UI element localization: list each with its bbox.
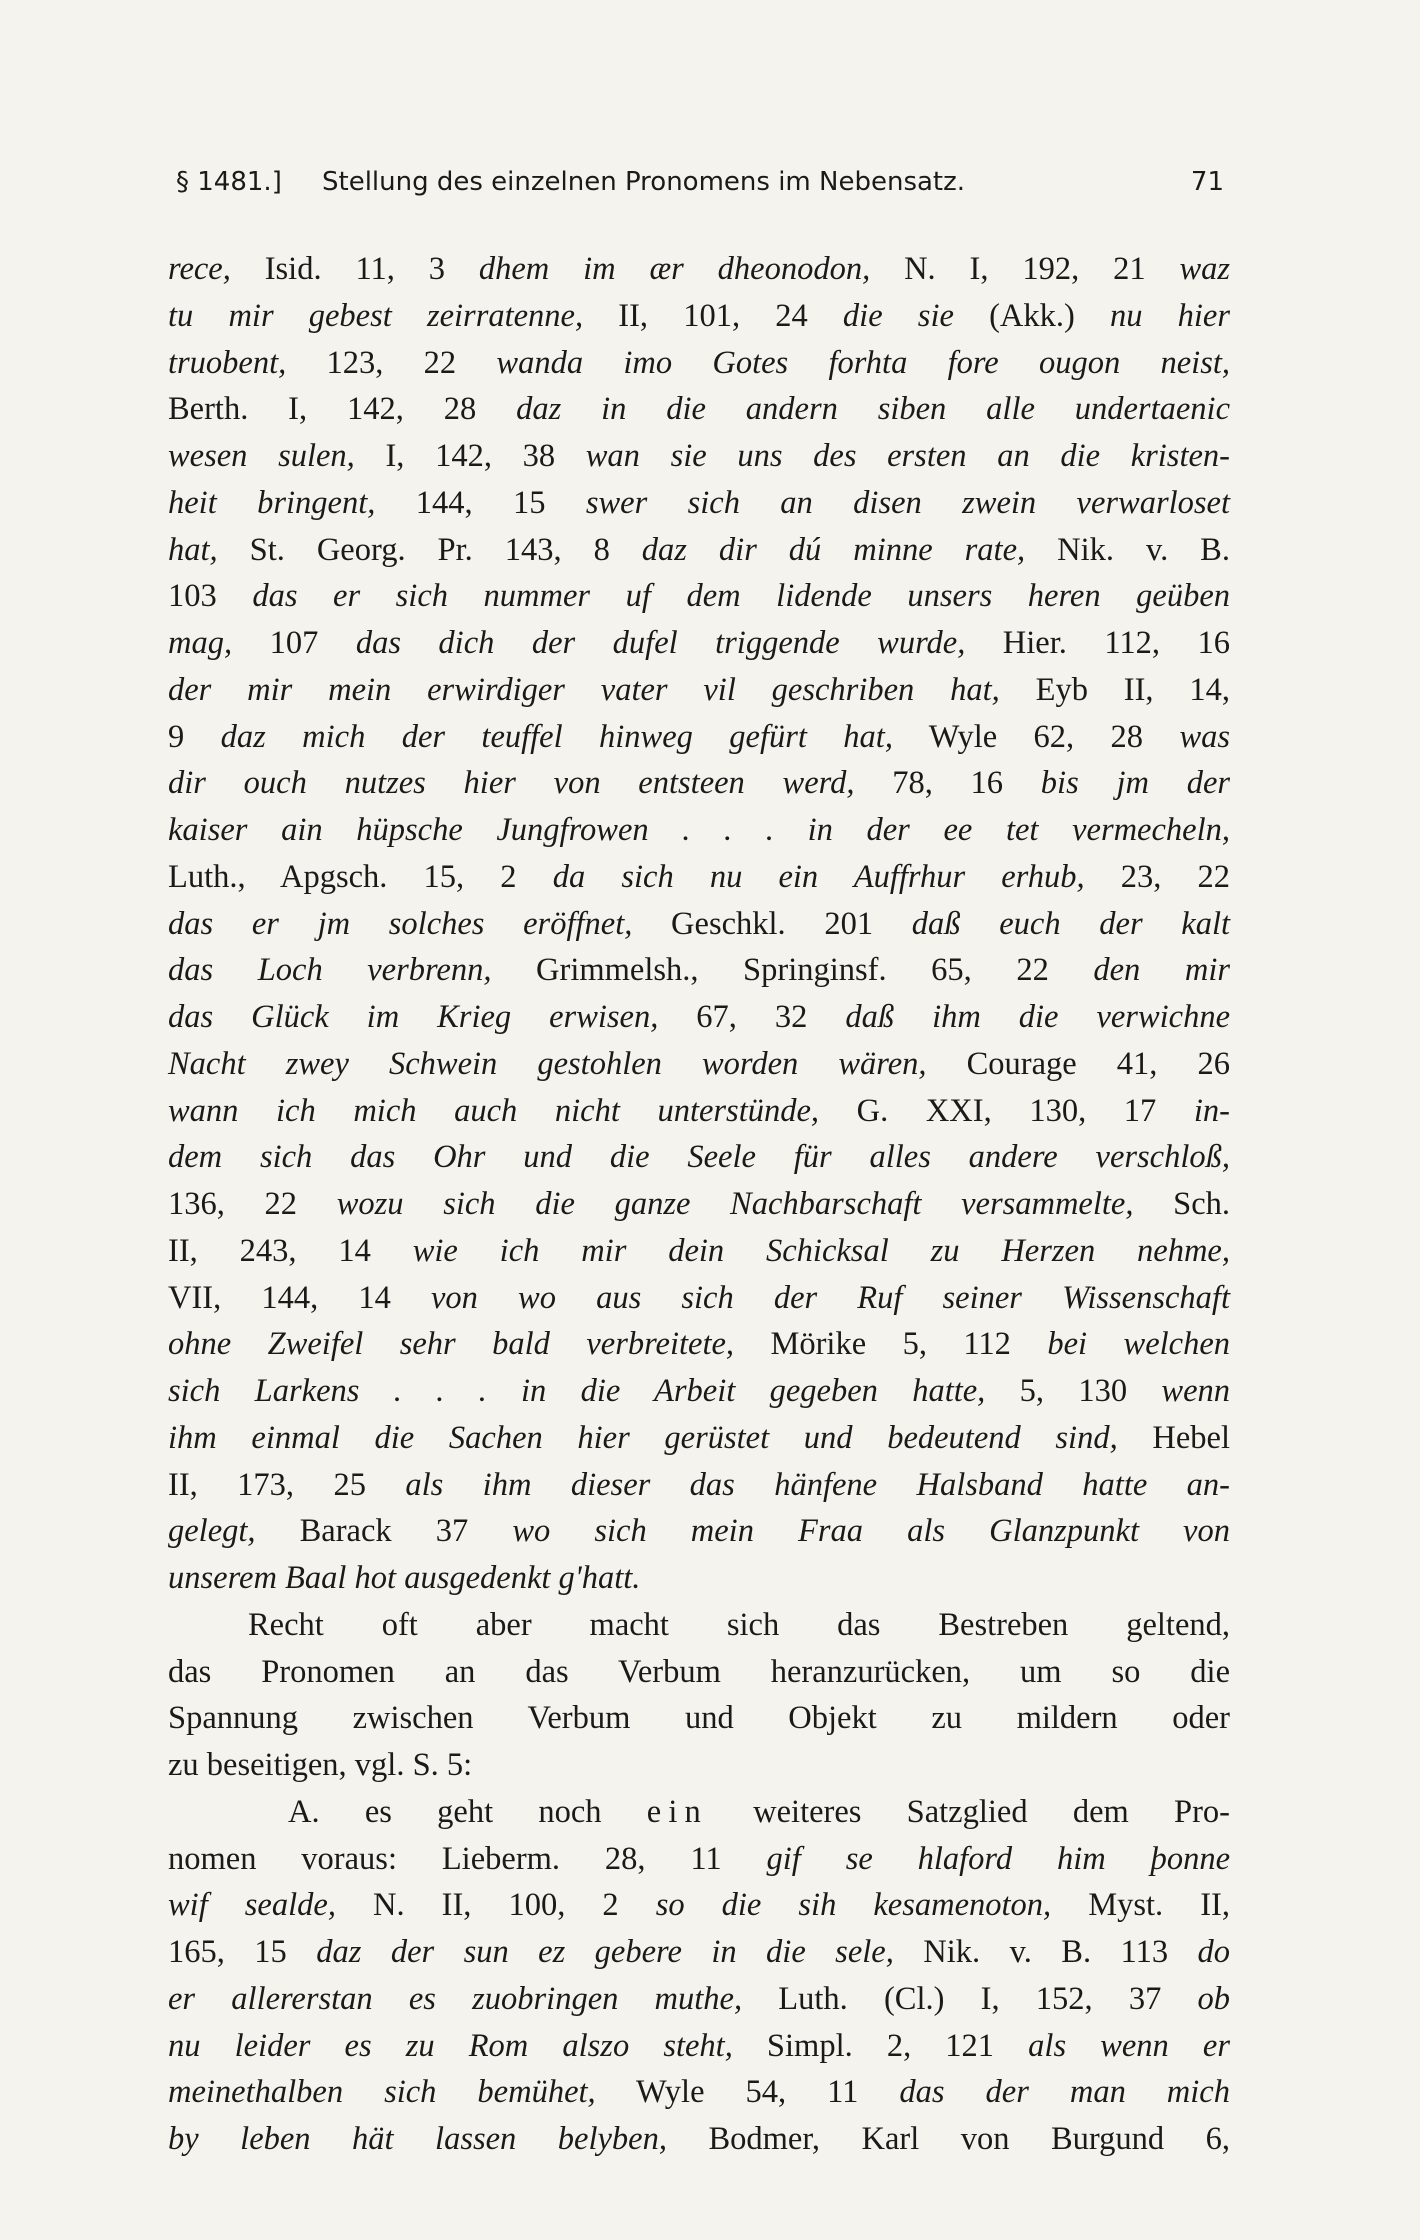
italic-citation: wie ich mir dein Schicksal zu Herzen nehme,: [412, 1232, 1230, 1269]
text-run: Nik. v. B.: [1025, 531, 1230, 568]
text-run: 144, 15: [375, 484, 586, 521]
text-line: [168, 1181, 1230, 1228]
text-run: das Pronomen an das Verbum heranzurücken, um so die: [168, 1653, 1230, 1690]
text-run: II, 101, 24: [583, 297, 843, 334]
italic-citation: heit bringent,: [168, 484, 376, 521]
italic-citation: da sich nu ein Auffrhur erhub,: [552, 858, 1085, 895]
text-line: [168, 2023, 1230, 2070]
italic-citation: bei welchen: [1047, 1326, 1230, 1363]
text-line: [168, 1508, 1230, 1555]
text-run: Grimmelsh., Springinsf. 65, 22: [491, 952, 1094, 989]
text-line: [168, 573, 1230, 620]
italic-citation: rece,: [168, 251, 231, 287]
italic-citation: der mir mein erwirdiger vater vil geschriben hat,: [168, 671, 1000, 708]
text-run: Simpl. 2, 121: [732, 2027, 1029, 2064]
text-line: [168, 1041, 1230, 1088]
text-run: Luth. (Cl.) I, 152, 37: [742, 1980, 1198, 2017]
section-number: § 1481.]: [176, 167, 282, 197]
text-run: Spannung zwischen Verbum und Objekt zu mildern oder: [168, 1700, 1230, 1737]
text-run: Courage 41, 26: [926, 1045, 1230, 1082]
italic-citation: das Loch verbrenn,: [168, 952, 492, 989]
text-run: G. XXI, 130, 17: [819, 1092, 1194, 1129]
italic-citation: by leben hät lassen belyben,: [168, 2121, 667, 2157]
italic-citation: dir ouch nutzes hier von entsteen werd,: [168, 765, 855, 802]
italic-citation: wif sealde,: [168, 1887, 336, 1924]
italic-citation: swer sich an disen zwein verwarloset: [585, 484, 1230, 521]
text-run: Bodmer, Karl von Burgund 6,: [666, 2121, 1230, 2157]
italic-citation: wozu sich die ganze Nachbarschaft versammelte,: [336, 1186, 1134, 1222]
text-line: [168, 620, 1230, 667]
italic-citation: als wenn er: [1028, 2027, 1230, 2064]
text-line: [168, 1275, 1230, 1322]
text-run: A. es geht noch: [288, 1793, 647, 1830]
italic-citation: waz: [1179, 251, 1231, 287]
italic-citation: unserem Baal hot ausgedenkt g'hatt.: [168, 1560, 641, 1596]
text-run: 9: [168, 718, 221, 755]
text-line: [168, 1555, 1230, 1602]
italic-citation: truobent,: [168, 344, 287, 381]
text-run: 165, 15: [168, 1934, 317, 1970]
text-run: 23, 22: [1084, 858, 1231, 895]
text-line: [168, 1321, 1230, 1368]
italic-citation: als ihm dieser das hänfene Halsband hatte an-: [405, 1466, 1230, 1503]
italic-citation: daz der sun ez gebere in die sele,: [316, 1934, 894, 1970]
text-run: 123, 22: [286, 344, 497, 381]
italic-citation: das Glück im Krieg erwisen,: [168, 999, 659, 1035]
text-run: nomen voraus: Lieberm. 28, 11: [168, 1840, 767, 1877]
text-line: [168, 527, 1230, 574]
text-line: [168, 1742, 1230, 1789]
italic-citation: mag,: [168, 625, 233, 661]
italic-citation: ohne Zweifel sehr bald verbreitete,: [168, 1326, 735, 1363]
italic-citation: wann ich mich auch nicht unterstünde,: [168, 1092, 820, 1129]
text-line: [168, 760, 1230, 807]
text-line: [168, 1882, 1230, 1929]
text-line: [168, 1415, 1230, 1462]
italic-citation: ihm einmal die Sachen hier gerüstet und bedeutend sind,: [168, 1419, 1118, 1456]
text-run: St. Georg. Pr. 143, 8: [217, 531, 642, 568]
italic-citation: von wo aus sich der Ruf seiner Wissenschaft: [430, 1279, 1230, 1316]
italic-citation: tu mir gebest zeirratenne,: [168, 297, 584, 334]
italic-citation: wo sich mein Fraa als Glanzpunkt von: [512, 1513, 1230, 1550]
text-line: [168, 1134, 1230, 1181]
italic-citation: gelegt,: [168, 1513, 256, 1550]
running-head: [176, 160, 1224, 204]
text-run: 78, 16: [854, 765, 1041, 802]
italic-citation: die sie: [842, 297, 954, 334]
text-run: Hebel: [1117, 1419, 1230, 1456]
text-run: (Akk.): [953, 297, 1110, 334]
italic-citation: wanda imo Gotes forhta fore ougon neist,: [496, 344, 1230, 381]
italic-citation: das der man mich: [899, 2074, 1230, 2111]
text-run: 107: [232, 625, 356, 661]
italic-citation: ob: [1197, 1980, 1231, 2017]
italic-citation: nu hier: [1109, 297, 1231, 334]
text-run: Isid. 11, 3: [230, 251, 479, 287]
italic-citation: er allererstan es zuobringen muthe,: [168, 1980, 743, 2017]
text-run: Nik. v. B. 113: [893, 1934, 1198, 1970]
text-run: Hier. 112, 16: [965, 625, 1231, 661]
text-line: [168, 1836, 1230, 1883]
text-run: VII, 144, 14: [168, 1279, 431, 1316]
italic-citation: wenn: [1161, 1373, 1230, 1409]
text-run: 5, 130: [985, 1373, 1162, 1409]
italic-citation: daz in die andern siben alle undertaenic: [516, 391, 1230, 428]
italic-citation: dhem im ær dheonodon,: [478, 251, 871, 287]
text-run: N. I, 192, 21: [870, 251, 1180, 287]
text-run: Wyle 62, 28: [892, 718, 1180, 755]
text-run: Barack 37: [255, 1513, 513, 1550]
text-run: N. II, 100, 2: [335, 1887, 656, 1924]
text-run: Eyb II, 14,: [999, 671, 1230, 708]
italic-citation: den mir: [1093, 952, 1230, 989]
italic-citation: hat,: [168, 531, 218, 568]
italic-citation: meinethalben sich bemühet,: [168, 2074, 596, 2111]
italic-citation: Nacht zwey Schwein gestohlen worden wären,: [168, 1045, 927, 1082]
text-line: [168, 994, 1230, 1041]
text-line: [168, 340, 1230, 387]
text-line: [168, 1228, 1230, 1275]
italic-citation: sich Larkens . . . in die Arbeit gegeben hatte,: [168, 1373, 986, 1409]
text-run: I, 142, 38: [354, 438, 586, 474]
italic-citation: so die sih kesamenoton,: [655, 1887, 1052, 1924]
italic-citation: wesen sulen,: [168, 438, 355, 474]
italic-citation: nu leider es zu Rom alszo steht,: [168, 2027, 733, 2064]
text-line: [168, 1976, 1230, 2023]
text-line: [168, 1695, 1230, 1742]
text-run: Luth., Apgsch. 15, 2: [168, 858, 553, 895]
italic-citation: das er jm solches eröffnet,: [168, 905, 633, 942]
text-run: Berth. I, 142, 28: [168, 391, 517, 428]
italic-citation: das dich der dufel triggende wurde,: [355, 625, 966, 661]
text-line: [168, 854, 1230, 901]
text-line: [168, 667, 1230, 714]
text-line: [168, 1789, 1230, 1836]
italic-citation: kaiser ain hüpsche Jungfrowen . . . in der ee tet vermecheln,: [168, 812, 1230, 848]
text-run: II, 173, 25: [168, 1466, 406, 1503]
text-line: [168, 293, 1230, 340]
text-line: [168, 1649, 1230, 1696]
text-run: II, 243, 14: [168, 1232, 413, 1269]
text-line: [168, 714, 1230, 761]
running-title: Stellung des einzelnen Pronomens im Nebensatz.: [322, 167, 966, 197]
text-run: ein: [646, 1793, 708, 1830]
italic-citation: bis jm der: [1040, 765, 1231, 802]
text-run: Mörike 5, 112: [734, 1326, 1048, 1363]
text-line: [168, 246, 1230, 293]
text-line: [168, 2069, 1230, 2116]
text-run: Myst. II,: [1051, 1887, 1231, 1924]
text-run: Wyle 54, 11: [595, 2074, 900, 2111]
text-run: weiteres Satzglied dem Pro-: [707, 1793, 1230, 1830]
text-run: Recht oft aber macht sich das Bestreben geltend,: [248, 1606, 1230, 1643]
italic-citation: daz mich der teuffel hinweg gefürt hat,: [220, 718, 893, 755]
italic-citation: in-: [1193, 1092, 1231, 1129]
text-line: [168, 1602, 1230, 1649]
text-run: 136, 22: [168, 1186, 337, 1222]
text-line: [168, 901, 1230, 948]
italic-citation: das er sich nummer uf dem lidende unsers heren geüben: [252, 578, 1230, 615]
text-run: Geschkl. 201: [632, 905, 912, 942]
text-line: [168, 1088, 1230, 1135]
text-line: [168, 1368, 1230, 1415]
italic-citation: dem sich das Ohr und die Seele für alles andere verschloß,: [168, 1139, 1230, 1176]
text-line: [168, 2116, 1230, 2163]
text-line: [168, 1462, 1230, 1509]
text-run: Sch.: [1133, 1186, 1231, 1222]
body-text: [168, 246, 1230, 2163]
text-run: 67, 32: [658, 999, 846, 1035]
text-line: [168, 807, 1230, 854]
page-number: 71: [1190, 167, 1224, 197]
text-line: [168, 480, 1230, 527]
italic-citation: daß ihm die verwichne: [845, 999, 1230, 1035]
text-line: [168, 433, 1230, 480]
italic-citation: wan sie uns des ersten an die kristen-: [585, 438, 1230, 474]
text-line: [168, 1929, 1230, 1976]
italic-citation: gif se hlaford him þonne: [766, 1840, 1230, 1877]
text-line: [168, 947, 1230, 994]
italic-citation: was: [1179, 718, 1231, 755]
text-run: zu beseitigen, vgl. S. 5:: [168, 1747, 473, 1783]
italic-citation: daß euch der kalt: [911, 905, 1231, 942]
text-run: 103: [168, 578, 253, 615]
italic-citation: do: [1197, 1934, 1231, 1970]
text-line: [168, 386, 1230, 433]
italic-citation: daz dir dú minne rate,: [641, 531, 1026, 568]
